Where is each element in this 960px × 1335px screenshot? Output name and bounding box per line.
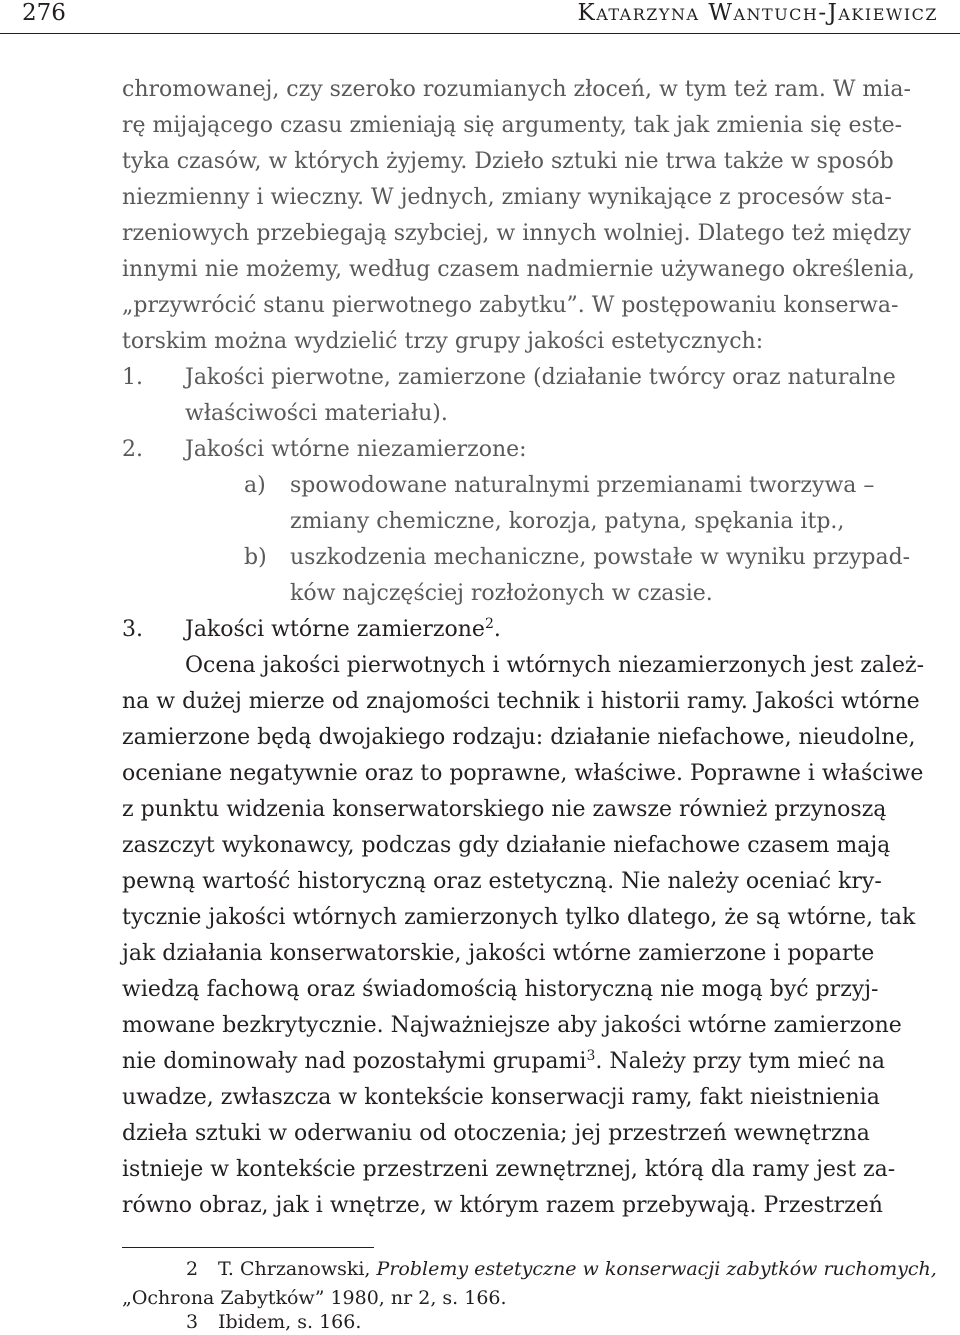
text-line: tycznie jakości wtórnych zamierzonych tylko dlatego, że są wtórne, tak <box>122 905 916 930</box>
text-line: chromowanej, czy szeroko rozumianych złoceń, w tym też ram. W mia- <box>122 77 911 102</box>
text-line: Ocena jakości pierwotnych i wtórnych niezamierzonych jest zależ- <box>185 653 925 678</box>
list-item-text <box>185 612 501 648</box>
text-line <box>122 1044 885 1080</box>
text-line: innymi nie możemy, według czasem nadmiernie używanego określenia, <box>122 257 915 282</box>
list-item-label: Jakości wtórne zamierzone <box>185 617 485 642</box>
list-number: 3. <box>122 617 143 642</box>
footnote-number: 3 <box>186 1311 199 1333</box>
sublist-text: uszkodzenia mechaniczne, powstałe w wyniku przypad- <box>290 545 911 570</box>
footnote-ref: 3 <box>586 1048 596 1064</box>
footnote-text: „Ochrona Zabytków” 1980, nr 2, s. 166. <box>122 1287 507 1309</box>
text-line: zamierzone będą dwojakiego rodzaju: działanie niefachowe, nieudolne, <box>122 725 916 750</box>
sublist-label: a) <box>244 473 266 498</box>
text-line: tyka czasów, w których żyjemy. Dzieło sztuki nie trwa także w sposób <box>122 149 894 174</box>
text-line: jak działania konserwatorskie, jakości wtórne zamierzone i poparte <box>122 941 875 966</box>
text-line: uwadze, zwłaszcza w kontekście konserwacji ramy, fakt nieistnienia <box>122 1085 880 1110</box>
page-header <box>0 0 960 34</box>
text-line: niezmienny i wieczny. W jednych, zmiany wynikające z procesów sta- <box>122 185 892 210</box>
page-number: 276 <box>22 0 66 26</box>
text-line: istnieje w kontekście przestrzeni zewnętrznej, którą dla ramy jest za- <box>122 1157 896 1182</box>
list-item-text: Jakości wtórne niezamierzone: <box>185 437 527 462</box>
text-segment: nie dominowały nad pozostałymi grupami <box>122 1049 587 1074</box>
list-number: 2. <box>122 437 143 462</box>
text-line: na w dużej mierze od znajomości technik i historii ramy. Jakości wtórne <box>122 689 920 714</box>
list-item-text: właściwości materiału). <box>185 401 448 426</box>
text-line: zaszczyt wykonawcy, podczas gdy działanie niefachowe czasem mają <box>122 833 891 858</box>
footnote-ref: 2 <box>484 616 494 632</box>
running-head: Katarzyna Wantuch-Jakiewicz <box>577 0 938 26</box>
text-line: rzeniowych przebiegają szybciej, w innych wolniej. Dlatego też między <box>122 221 912 246</box>
list-item-end: . <box>493 617 501 642</box>
text-line: pewną wartość historyczną oraz estetyczną. Nie należy oceniać kry- <box>122 869 882 894</box>
text-line: mowane bezkrytycznie. Najważniejsze aby jakości wtórne zamierzone <box>122 1013 902 1038</box>
footnote-text <box>218 1257 937 1281</box>
header-rule <box>0 33 960 34</box>
footnote-title: Problemy estetyczne w konserwacji zabytków ruchomych, <box>376 1258 937 1280</box>
text-line: rę mijającego czasu zmieniają się argumenty, tak jak zmienia się este- <box>122 113 903 138</box>
text-segment: . Należy przy tym mieć na <box>595 1049 886 1074</box>
text-line: z punktu widzenia konserwatorskiego nie zawsze również przynoszą <box>122 797 887 822</box>
sublist-text: zmiany chemiczne, korozja, patyna, spękania itp., <box>290 509 845 534</box>
footnote-author: T. Chrzanowski, <box>218 1258 371 1280</box>
list-number: 1. <box>122 365 143 390</box>
list-item-text: Jakości pierwotne, zamierzone (działanie twórcy oraz naturalne <box>185 365 896 390</box>
sublist-text: ków najczęściej rozłożonych w czasie. <box>290 581 713 606</box>
footnote-rule <box>122 1247 374 1248</box>
footnote-text: Ibidem, s. 166. <box>218 1311 362 1333</box>
text-line: dzieła sztuki w oderwaniu od otoczenia; jej przestrzeń wewnętrzna <box>122 1121 870 1146</box>
sublist-text: spowodowane naturalnymi przemianami tworzywa – <box>290 473 875 498</box>
text-line: „przywrócić stanu pierwotnego zabytku”. W postępowaniu konserwa- <box>122 293 899 318</box>
text-line: torskim można wydzielić trzy grupy jakości estetycznych: <box>122 329 764 354</box>
text-line: oceniane negatywnie oraz to poprawne, właściwe. Poprawne i właściwe <box>122 761 924 786</box>
text-line: wiedzą fachową oraz świadomością historyczną nie mogą być przyj- <box>122 977 879 1002</box>
sublist-label: b) <box>244 545 267 570</box>
text-line: równo obraz, jak i wnętrze, w którym razem przebywają. Przestrzeń <box>122 1193 883 1218</box>
footnote-number: 2 <box>186 1258 199 1280</box>
